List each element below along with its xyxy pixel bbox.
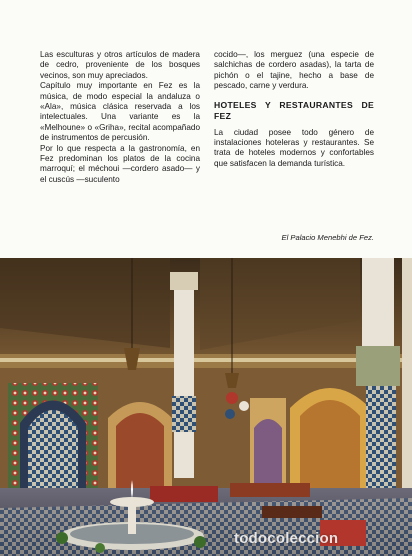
photo-caption: El Palacio Menebhi de Fez. bbox=[281, 233, 374, 242]
paragraph-dishes: cocido—, los merguez (una especie de salchichas de cordero asadas), la tarta de pichón o el tajine, hecho a base de pescado, carne y verdura. bbox=[214, 50, 374, 91]
paragraph-hotels: La ciudad posee todo género de instalaciones hoteleras y restaurantes. Se trata de hoteles modernos y confortables que satisfacen la demanda turística. bbox=[214, 127, 374, 168]
text-column-left bbox=[40, 50, 200, 185]
paragraph-music: Capítulo muy importante en Fez es la música, de modo especial la andaluza o «Ala», música clásica reservada a los intelectuales. Una variante es la «Melhoune» o «Griha», recital acompañado de instrumentos de percusión. bbox=[40, 81, 200, 143]
paragraph-wood-carving: Las esculturas y otros artículos de madera de cedro, proveniente de los bosques vecinos, son muy apreciados. bbox=[40, 50, 200, 80]
watermark-logo: todocoleccion bbox=[234, 530, 339, 547]
section-heading: HOTELES Y RESTAURANTES DE FEZ bbox=[214, 99, 374, 121]
paragraph-gastronomy: Por lo que respecta a la gastronomía, en Fez predominan los platos de la cocina marroquí; el méchoui —cordero asado— y el cuscús —suculento bbox=[40, 143, 200, 184]
palace-interior-photo bbox=[0, 258, 412, 556]
text-column-right bbox=[214, 50, 374, 169]
palace-interior-illustration bbox=[0, 258, 412, 556]
